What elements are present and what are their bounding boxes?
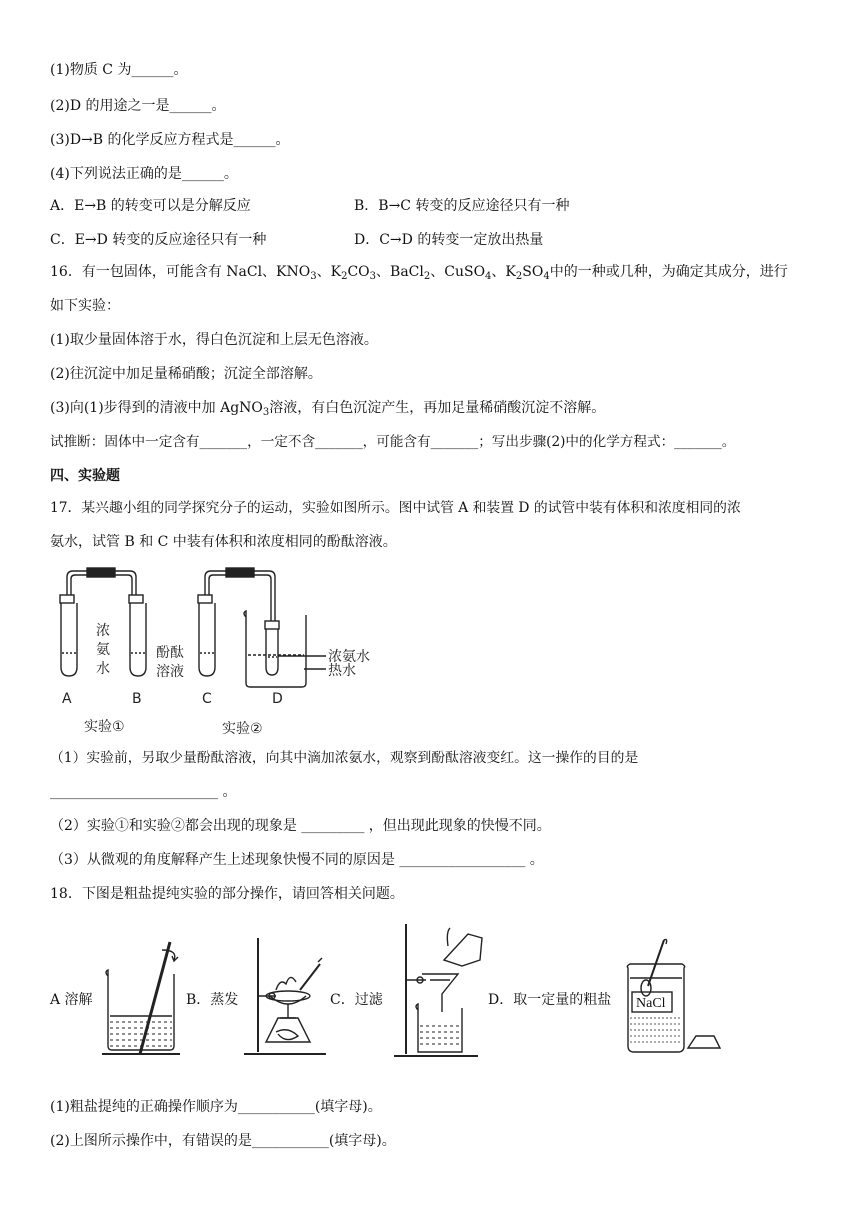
q16-step3: (3)向(1)步得到的清液中加 AgNO$_3$溶液，有白色沉淀产生，再加足量稀硝酸沉淀不溶解。 xyxy=(50,400,606,418)
label-take-salt: D．取一定量的粗盐 xyxy=(488,992,612,1008)
q17-part1: （1）实验前，另取少量酚酞溶液，向其中滴加浓氨水，观察到酚酞溶液变红。这一操作的目的是 xyxy=(50,750,639,766)
q18-part1: (1)粗盐提纯的正确操作顺序为___________(填字母)。 xyxy=(50,1099,382,1115)
q15-part3: (3)D→B 的化学反应方程式是______。 xyxy=(50,132,290,148)
label-evaporate: B．蒸发 xyxy=(186,992,239,1008)
q18-part2: (2)上图所示操作中，有错误的是___________(填字母)。 xyxy=(50,1133,396,1149)
q17-part2: （2）实验①和实验②都会出现的现象是 _________ ，但出现此现象的快慢不同。 xyxy=(50,818,551,834)
q16-intro-cont: 如下实验： xyxy=(50,298,120,314)
label-tube-b: B xyxy=(132,691,142,707)
label-experiment-2: 实验② xyxy=(222,721,263,737)
q17-apparatus-figure xyxy=(50,565,390,745)
q18-intro: 18．下图是粗盐提纯实验的部分操作，请回答相关问题。 xyxy=(50,886,404,902)
q15-part4: (4)下列说法正确的是______。 xyxy=(50,166,238,182)
label-conc-ammonia-2: 氨 xyxy=(96,642,110,658)
label-hot-water: 热水 xyxy=(328,663,356,679)
evaporate-setup-figure xyxy=(240,934,330,1060)
q15-part2: (2)D 的用途之一是______。 xyxy=(50,98,226,114)
salt-jar-figure xyxy=(618,936,728,1060)
q16-step2: (2)往沉淀中加足量稀硝酸；沉淀全部溶解。 xyxy=(50,366,322,382)
q15-option-a: A．E→B 的转变可以是分解反应 xyxy=(50,198,251,214)
q17-intro: 17．某兴趣小组的同学探究分子的运动，实验如图所示。图中试管 A 和装置 D 的试管中装有体积和浓度相同的浓 xyxy=(50,500,741,516)
q15-option-b: B．B→C 转变的反应途径只有一种 xyxy=(354,198,570,214)
label-phenolphthalein-1: 酚酞 xyxy=(156,645,184,661)
label-conc-ammonia-1: 浓 xyxy=(96,623,110,639)
q15-option-d: D．C→D 的转变一定放出热量 xyxy=(354,232,544,248)
label-conc-ammonia-3: 水 xyxy=(96,661,110,677)
label-tube-d: D xyxy=(272,691,283,707)
label-tube-a: A xyxy=(62,691,72,707)
q17-part3: （3）从微观的角度解释产生上述现象快慢不同的原因是 __________________ 。 xyxy=(50,852,544,868)
q16-inference: 试推断：固体中一定含有_______，一定不含_______，可能含有_______；写出步骤(2)中的化学方程式：_______。 xyxy=(50,434,736,450)
label-experiment-1: 实验① xyxy=(84,719,125,735)
q17-intro-cont: 氨水，试管 B 和 C 中装有体积和浓度相同的酚酞溶液。 xyxy=(50,534,397,550)
label-phenolphthalein-2: 溶液 xyxy=(156,664,184,680)
label-dissolve: A 溶解 xyxy=(50,992,93,1008)
q15-option-c: C．E→D 转变的反应途径只有一种 xyxy=(50,232,267,248)
filter-setup-figure xyxy=(388,920,492,1062)
section-title: 四、实验题 xyxy=(50,468,120,484)
nacl-label: NaCl xyxy=(636,996,666,1011)
q15-part1: (1)物质 C 为______。 xyxy=(50,62,188,78)
label-tube-c: C xyxy=(202,691,212,707)
label-conc-ammonia: 浓氨水 xyxy=(328,649,370,665)
q16-intro: 16．有一包固体，可能含有 NaCl、$KNO_3$、$K_2CO_3$、BaCl$_2$、CuSO$_4$、$K_2SO_4$中的一种或几种，为确定其成分，进行 xyxy=(50,264,788,282)
q17-part1-blank: ________________________ 。 xyxy=(50,784,237,800)
label-filter: C．过滤 xyxy=(330,992,383,1008)
dissolve-beaker-figure xyxy=(100,936,182,1058)
q16-step1: (1)取少量固体溶于水，得白色沉淀和上层无色溶液。 xyxy=(50,332,378,348)
